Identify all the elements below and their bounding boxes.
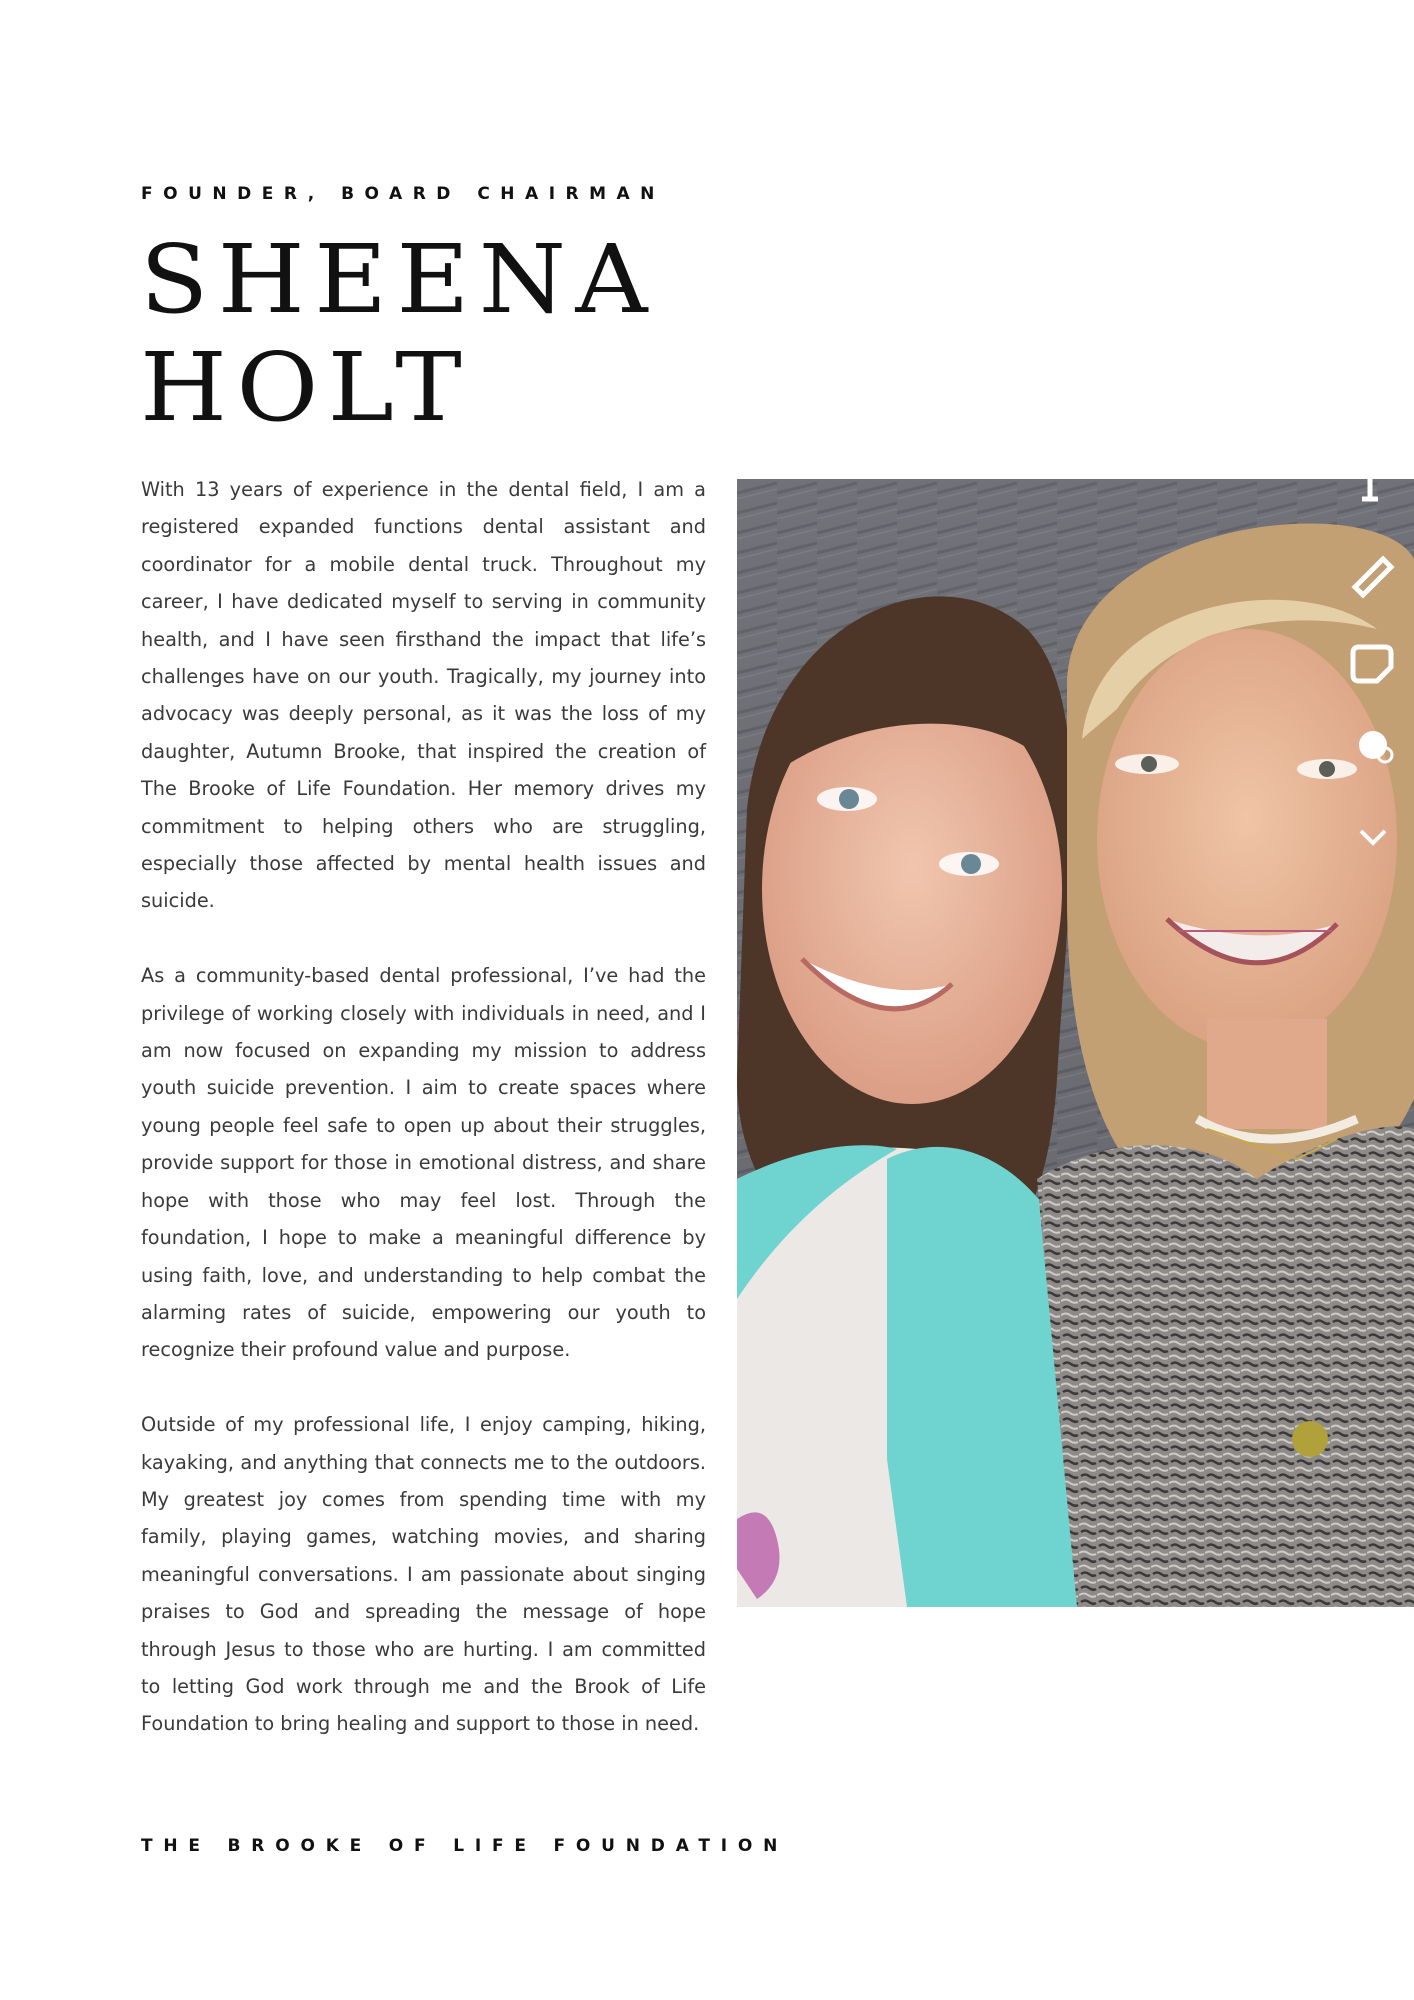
last-name: HOLT [140, 333, 472, 443]
bio-paragraph-2: As a community-based dental professional, I’ve had the privilege of working closely with individuals in need, and I am now focused on expanding my mission to address youth suicide prevention. I aim to create spaces where young people feel safe to open up about their struggles, provide support for those in emotional distress, and share hope with those who may feel lost. Through the foundation, I hope to make a meaningful difference by using faith, love, and understanding to help combat the alarming rates of suicide, empowering our youth to recognize their profound value and purpose. [141, 964, 706, 1362]
portrait-photo [737, 479, 1414, 1607]
person-name [140, 226, 657, 442]
bio-paragraph-3: Outside of my professional life, I enjoy camping, hiking, kayaking, and anything that connects me to the outdoors. My greatest joy comes from spending time with my family, playing games, watching movies, and sharing meaningful conversations. I am passionate about singing praises to God and spreading the message of hope through Jesus to those who are hurting. I am committed to letting God work through me and the Brook of Life Foundation to bring healing and support to those in need. [141, 1413, 706, 1736]
role-title: FOUNDER, BOARD CHAIRMAN [141, 184, 665, 204]
organization-name: THE BROOKE OF LIFE FOUNDATION [141, 1836, 789, 1856]
biography [141, 471, 706, 1743]
right-person-top [1037, 1126, 1414, 1607]
first-name: SHEENA [140, 225, 657, 335]
bio-paragraph-1: With 13 years of experience in the dental field, I am a registered expanded functions dental assistant and coordinator for a mobile dental truck. Throughout my career, I have dedicated myself to serving in community health, and I have seen firsthand the impact that life’s challenges have on our youth. Tragically, my journey into advocacy was deeply personal, as it was the loss of my daughter, Autumn Brooke, that inspired the creation of The Brooke of Life Foundation. Her memory drives my commitment to helping others who are struggling, especially those affected by mental health issues and suicide. [141, 478, 706, 913]
right-person-face [1097, 629, 1397, 1049]
